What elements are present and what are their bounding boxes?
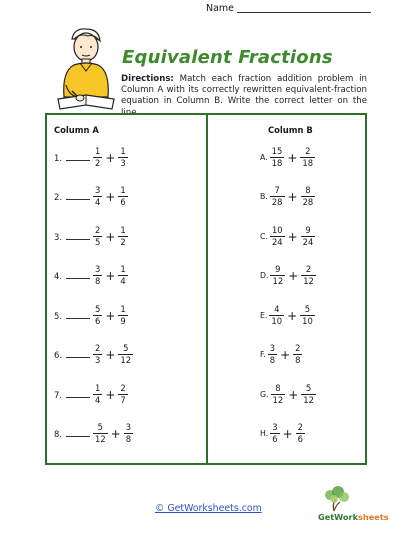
problem-number: 3. [54, 231, 62, 242]
answer-blank[interactable] [66, 154, 90, 161]
column-a-problem [54, 384, 129, 405]
first-fraction [270, 186, 285, 207]
denominator: 5 [95, 237, 101, 247]
numerator: 8 [275, 383, 281, 393]
problem-number: 8. [54, 428, 62, 439]
plus-sign: + [105, 308, 116, 323]
second-fraction [124, 423, 133, 444]
plus-sign: + [105, 387, 116, 402]
plus-sign: + [282, 426, 293, 441]
numerator: 5 [304, 304, 311, 314]
second-fraction [293, 344, 302, 365]
answer-blank[interactable] [66, 312, 90, 319]
getworksheets-link[interactable]: © GetWorksheets.com [155, 503, 262, 514]
plus-sign: + [287, 229, 298, 244]
first-fraction [270, 423, 279, 444]
numerator: 4 [274, 304, 280, 314]
column-b-option [260, 226, 316, 247]
worksheet-title: Equivalent Fractions [122, 47, 333, 68]
denominator: 12 [303, 276, 314, 286]
problem-number: 1. [54, 152, 62, 163]
second-fraction [300, 147, 315, 168]
column-b-option [260, 423, 306, 444]
denominator: 2 [120, 237, 126, 247]
denominator: 4 [95, 395, 101, 405]
first-fraction [269, 305, 284, 326]
logo-get: GetWork [318, 512, 359, 522]
denominator: 6 [95, 316, 101, 326]
second-fraction [301, 186, 316, 207]
numerator: 5 [123, 343, 129, 353]
column-b-option [260, 147, 316, 168]
first-fraction [268, 344, 277, 365]
denominator: 6 [297, 434, 303, 444]
answer-blank[interactable] [66, 193, 90, 200]
column-b-option [260, 186, 316, 207]
answer-blank[interactable] [66, 272, 90, 279]
plus-sign: + [105, 189, 116, 204]
plus-sign: + [110, 426, 121, 441]
numerator: 7 [274, 185, 280, 195]
denominator: 8 [295, 355, 301, 365]
option-letter: H. [260, 429, 269, 438]
first-fraction [93, 423, 108, 444]
column-a-problem [54, 226, 129, 247]
numerator: 3 [269, 343, 276, 353]
denominator: 10 [271, 316, 283, 326]
numerator: 1 [95, 383, 101, 393]
plus-sign: + [288, 268, 299, 283]
second-fraction [118, 265, 127, 286]
numerator: 8 [305, 185, 311, 195]
numerator: 1 [120, 225, 126, 235]
numerator: 1 [120, 264, 126, 274]
second-fraction [301, 226, 316, 247]
second-fraction [118, 147, 127, 168]
logo-sheets: sheets [358, 512, 389, 522]
answer-blank[interactable] [66, 430, 90, 437]
getworksheets-logo [318, 512, 389, 522]
option-letter: C. [260, 232, 268, 241]
numerator: 15 [271, 146, 283, 156]
option-letter: E. [260, 311, 268, 320]
first-fraction [93, 384, 102, 405]
numerator: 10 [271, 225, 283, 235]
denominator: 28 [302, 197, 314, 207]
name-label: Name [206, 3, 235, 14]
numerator: 5 [305, 383, 312, 393]
plus-sign: + [105, 229, 116, 244]
numerator: 2 [297, 422, 303, 432]
second-fraction [118, 384, 127, 405]
numerator: 2 [120, 383, 126, 393]
numerator: 3 [272, 422, 278, 432]
numerator: 9 [275, 264, 281, 274]
numerator: 5 [95, 304, 101, 314]
student-illustration [50, 25, 122, 115]
first-fraction [270, 226, 285, 247]
numerator: 3 [95, 185, 101, 195]
column-b-option [260, 344, 303, 365]
name-field[interactable] [206, 3, 371, 14]
denominator: 4 [120, 276, 126, 286]
option-letter: F. [260, 350, 266, 359]
first-fraction [93, 226, 102, 247]
denominator: 7 [120, 395, 126, 405]
column-a-problem [54, 147, 129, 168]
problem-number: 2. [54, 191, 62, 202]
column-b-option [260, 305, 316, 326]
denominator: 12 [95, 434, 106, 444]
plus-sign: + [105, 347, 116, 362]
column-b-option [260, 384, 317, 405]
denominator: 12 [303, 395, 314, 405]
column-a-heading: Column A [54, 125, 99, 135]
first-fraction [93, 265, 102, 286]
option-letter: D. [260, 271, 269, 280]
option-letter: A. [260, 153, 268, 162]
directions-label: Directions: [121, 74, 174, 84]
numerator: 2 [305, 146, 311, 156]
column-a-problem [54, 265, 129, 286]
answer-blank[interactable] [66, 233, 90, 240]
problem-number: 6. [54, 349, 62, 360]
denominator: 6 [120, 197, 126, 207]
first-fraction [270, 147, 285, 168]
problem-number: 4. [54, 270, 62, 281]
denominator: 12 [120, 355, 132, 365]
denominator: 8 [125, 434, 132, 444]
directions-text: Match each fraction addition problem in Column A with its correctly rewritten equivalent-fraction equation in Column B. Write the correct letter on the line. [121, 74, 367, 118]
second-fraction [118, 305, 127, 326]
second-fraction [301, 265, 316, 286]
numerator: 2 [295, 343, 301, 353]
name-line-blank[interactable] [237, 3, 371, 13]
column-a-problem [54, 423, 134, 444]
column-a-problem [54, 344, 134, 365]
denominator: 4 [95, 197, 101, 207]
first-fraction [93, 344, 102, 365]
numerator: 9 [305, 225, 311, 235]
first-fraction [93, 186, 102, 207]
first-fraction [93, 305, 102, 326]
denominator: 12 [272, 276, 284, 286]
denominator: 28 [271, 197, 283, 207]
column-b-option [260, 265, 317, 286]
problem-number: 7. [54, 389, 62, 400]
second-fraction [118, 186, 127, 207]
second-fraction [118, 226, 127, 247]
numerator: 1 [120, 146, 126, 156]
denominator: 8 [269, 355, 276, 365]
denominator: 2 [95, 158, 101, 168]
second-fraction [301, 384, 316, 405]
denominator: 24 [271, 237, 283, 247]
column-b-heading: Column B [268, 125, 313, 135]
numerator: 2 [305, 264, 312, 274]
numerator: 3 [125, 422, 132, 432]
second-fraction [300, 305, 315, 326]
column-a-problem [54, 186, 129, 207]
answer-blank[interactable] [66, 351, 90, 358]
numerator: 1 [95, 146, 101, 156]
numerator: 1 [120, 185, 126, 195]
plus-sign: + [288, 387, 299, 402]
second-fraction [118, 344, 133, 365]
answer-blank[interactable] [66, 391, 90, 398]
column-divider [206, 113, 208, 465]
denominator: 18 [302, 158, 314, 168]
denominator: 3 [120, 158, 126, 168]
numerator: 5 [97, 422, 103, 432]
denominator: 18 [271, 158, 283, 168]
denominator: 24 [302, 237, 314, 247]
option-letter: G. [260, 390, 269, 399]
denominator: 6 [272, 434, 278, 444]
first-fraction [270, 265, 285, 286]
plus-sign: + [287, 308, 298, 323]
plus-sign: + [287, 150, 298, 165]
numerator: 3 [95, 264, 101, 274]
plus-sign: + [280, 347, 291, 362]
plus-sign: + [105, 150, 116, 165]
second-fraction [296, 423, 305, 444]
denominator: 8 [95, 276, 101, 286]
numerator: 2 [95, 225, 101, 235]
denominator: 12 [272, 395, 284, 405]
problem-number: 5. [54, 310, 62, 321]
plus-sign: + [287, 189, 298, 204]
first-fraction [93, 147, 102, 168]
denominator: 3 [95, 355, 101, 365]
plus-sign: + [105, 268, 116, 283]
first-fraction [271, 384, 286, 405]
column-a-problem [54, 305, 129, 326]
numerator: 1 [120, 304, 126, 314]
denominator: 9 [120, 316, 126, 326]
denominator: 10 [302, 316, 313, 326]
option-letter: B. [260, 192, 268, 201]
numerator: 2 [95, 343, 101, 353]
